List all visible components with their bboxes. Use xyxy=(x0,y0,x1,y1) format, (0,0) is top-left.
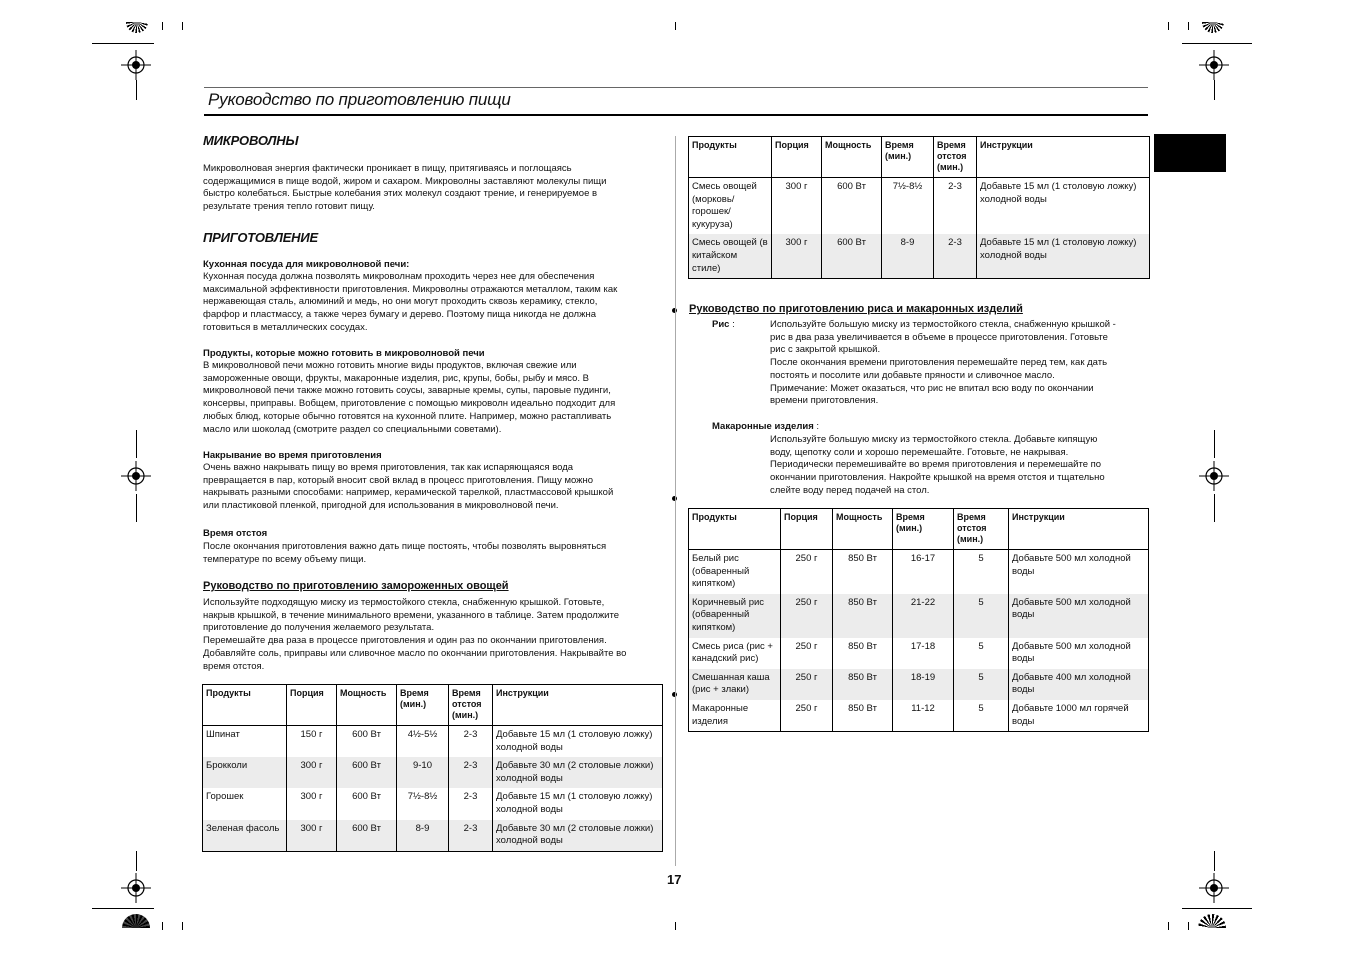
cell-time: 8-9 xyxy=(397,820,449,852)
col-header-portion: Порция xyxy=(772,137,822,178)
cell-standing: 5 xyxy=(954,638,1009,669)
crop-line xyxy=(136,80,137,100)
frozen-veg-title: Руководство по приготовлению замороженных овощей xyxy=(203,580,509,592)
header-top-rule xyxy=(204,87,1148,88)
cell-product: Коричневый рис (обваренный кипятком) xyxy=(689,594,781,638)
crop-tick xyxy=(1168,922,1169,930)
page-title: Руководство по приготовлению пищи xyxy=(208,90,511,109)
cell-product: Зеленая фасоль xyxy=(203,820,287,852)
pasta-label-text: Макаронные изделия xyxy=(712,421,814,432)
rice-label-text: Рис xyxy=(712,319,730,330)
foods-text: В микроволновой печи можно готовить многие виды продуктов, включая свежие или замороженные овощи, фрукты, макаронные изделия, рис, крупы, бобы, рыбу и мясо. В микроволновой печи также можно готовить соусы, заварные кремы, супы, паровые пудинги, консервы, приправы. Вобщем, приготовление с помощью микроволн идеально подходит для любых блюд, которые обычно готовятся на кухонной плите. Например, можно растапливать масло или шоколад (смотрите раздел со специальными советами). xyxy=(203,360,616,435)
cell-power: 600 Вт xyxy=(822,178,882,235)
registration-mark-icon xyxy=(121,50,151,80)
crop-tick xyxy=(162,922,163,930)
microwaves-text: Микроволновая энергия фактически проникает в пищу, притягиваясь и поглощаясь содержащимися в пище водой, жиром и сахаром. Микроволны заставляют молекулы пищи быстро колебаться. Быстрые колебания этих молекул создают трение, и генерируемое в результате трения тепло готовит пищу. xyxy=(203,163,607,213)
col-header-portion: Порция xyxy=(287,685,337,726)
table-row xyxy=(203,726,663,758)
cell-portion: 150 г xyxy=(287,726,337,758)
cell-portion: 300 г xyxy=(287,757,337,788)
page-number: 17 xyxy=(667,872,682,887)
crop-tick xyxy=(675,22,676,30)
cell-portion: 300 г xyxy=(772,234,822,278)
color-wheel-icon xyxy=(1202,22,1224,33)
standing-title: Время отстоя xyxy=(203,528,268,539)
cell-power: 600 Вт xyxy=(337,820,397,852)
cell-product: Шпинат xyxy=(203,726,287,758)
cell-product: Горошек xyxy=(203,788,287,819)
cell-power: 600 Вт xyxy=(337,726,397,758)
registration-mark-icon xyxy=(1199,873,1229,903)
table-row xyxy=(689,178,1150,235)
foods-title: Продукты, которые можно готовить в микроволновой печи xyxy=(203,348,485,359)
rice-label: Рис : xyxy=(712,319,735,330)
cell-standing: 2-3 xyxy=(934,178,977,235)
table-row xyxy=(203,757,663,788)
table-row xyxy=(203,788,663,819)
cell-time: 17-18 xyxy=(893,638,954,669)
cell-instructions: Добавьте 15 мл (1 столовую ложку) холодной воды xyxy=(977,178,1150,235)
registration-mark-icon xyxy=(121,873,151,903)
cell-time: 9-10 xyxy=(397,757,449,788)
cell-instructions: Добавьте 15 мл (1 столовую ложку) холодной воды xyxy=(493,788,663,819)
cell-instructions: Добавьте 30 мл (2 столовые ложки) холодной воды xyxy=(493,757,663,788)
cell-power: 850 Вт xyxy=(833,550,893,594)
crop-tick xyxy=(182,22,183,30)
section-tab xyxy=(1154,134,1226,172)
table-row xyxy=(689,234,1150,278)
cell-instructions: Добавьте 500 мл холодной воды xyxy=(1009,638,1149,669)
header-bottom-rule xyxy=(204,114,1148,116)
cell-power: 600 Вт xyxy=(337,757,397,788)
col-header-time: Время (мин.) xyxy=(882,137,934,178)
microwaves-heading: МИКРОВОЛНЫ xyxy=(203,133,299,148)
col-header-product: Продукты xyxy=(203,685,287,726)
rice-pasta-title: Руководство по приготовлению риса и макаронных изделий xyxy=(689,303,1023,315)
crop-line xyxy=(92,43,154,44)
table-row xyxy=(689,638,1149,669)
table-row xyxy=(689,669,1149,700)
color-wheel-icon xyxy=(1198,914,1226,928)
cell-product: Макаронные изделия xyxy=(689,700,781,732)
col-header-product: Продукты xyxy=(689,509,781,550)
col-header-standing: Время отстоя (мин.) xyxy=(449,685,493,726)
cell-time: 18-19 xyxy=(893,669,954,700)
cell-portion: 300 г xyxy=(772,178,822,235)
cell-time: 21-22 xyxy=(893,594,954,638)
frozen-veg-table xyxy=(202,684,663,852)
cell-portion: 250 г xyxy=(781,594,833,638)
cell-standing: 5 xyxy=(954,669,1009,700)
col-header-standing: Время отстоя (мин.) xyxy=(954,509,1009,550)
cell-portion: 300 г xyxy=(287,788,337,819)
crop-line xyxy=(136,430,137,458)
col-header-power: Мощность xyxy=(833,509,893,550)
col-header-time: Время (мин.) xyxy=(893,509,954,550)
crop-line xyxy=(1182,43,1252,44)
cell-time: 16-17 xyxy=(893,550,954,594)
column-divider xyxy=(675,136,676,866)
crop-line xyxy=(1214,851,1215,871)
cell-standing: 2-3 xyxy=(449,788,493,819)
col-header-instructions: Инструкции xyxy=(1009,509,1149,550)
col-header-power: Мощность xyxy=(337,685,397,726)
crop-tick xyxy=(1188,22,1189,30)
crop-line xyxy=(1214,494,1215,522)
cell-time: 7½-8½ xyxy=(882,178,934,235)
cell-portion: 250 г xyxy=(781,700,833,732)
crop-line xyxy=(92,908,154,909)
cell-power: 850 Вт xyxy=(833,638,893,669)
cell-product: Белый рис (обваренный кипятком) xyxy=(689,550,781,594)
cell-standing: 2-3 xyxy=(449,757,493,788)
crop-tick xyxy=(1168,22,1169,30)
cell-product: Смешанная каша (рис + злаки) xyxy=(689,669,781,700)
cell-standing: 5 xyxy=(954,594,1009,638)
col-header-power: Мощность xyxy=(822,137,882,178)
cell-portion: 250 г xyxy=(781,669,833,700)
registration-mark-icon xyxy=(1199,50,1229,80)
mixed-veg-table xyxy=(688,136,1150,279)
cell-time: 8-9 xyxy=(882,234,934,278)
cell-instructions: Добавьте 30 мл (2 столовые ложки) холодной воды xyxy=(493,820,663,852)
cell-instructions: Добавьте 15 мл (1 столовую ложку) холодной воды xyxy=(493,726,663,758)
table-row xyxy=(689,700,1149,732)
color-wheel-icon xyxy=(126,22,148,33)
cell-standing: 5 xyxy=(954,700,1009,732)
col-header-portion: Порция xyxy=(781,509,833,550)
cell-standing: 5 xyxy=(954,550,1009,594)
col-header-instructions: Инструкции xyxy=(977,137,1150,178)
registration-mark-icon xyxy=(121,461,151,491)
cell-portion: 250 г xyxy=(781,638,833,669)
cell-power: 850 Вт xyxy=(833,594,893,638)
crop-line xyxy=(136,494,137,522)
crop-tick xyxy=(675,922,676,930)
crop-tick xyxy=(1188,922,1189,930)
cell-standing: 2-3 xyxy=(934,234,977,278)
cell-standing: 2-3 xyxy=(449,726,493,758)
covering-text: Очень важно накрывать пищу во время приготовления, так как испаряющаяся вода превращается в пар, который вносит свой вклад в процесс приготовления. Пищу можно накрывать разными способами: например, керамической тарелкой, пластмассовой крышкой или пластиковой пленкой, пригодной для использования в микроволновой печи. xyxy=(203,462,614,512)
color-wheel-icon xyxy=(122,914,150,928)
pasta-text: Используйте большую миску из термостойкого стекла. Добавьте кипящую воду, щепотку соли и хорошо перемешайте. Готовьте, не накрывая. Периодически перемешивайте во время приготовления и перемешайте по окончании приготовления. Накройте крышкой на время отстоя и тщательно слейте воду перед подачей на стол. xyxy=(770,434,1105,496)
cell-instructions: Добавьте 1000 мл горячей воды xyxy=(1009,700,1149,732)
cell-power: 600 Вт xyxy=(337,788,397,819)
cookware-title: Кухонная посуда для микроволновой печи: xyxy=(203,259,410,270)
col-header-instructions: Инструкции xyxy=(493,685,663,726)
cookware-text: Кухонная посуда должна позволять микроволнам проходить через нее для обеспечения максимальной эффективности приготовления. Микроволны отражаются металлом, таким как нержавеющая сталь, алюминий и медь, но они могут проходить сквозь керамику, стекло, фарфор и пластмассу, а также через бумагу и дерево. Поэтому пища никогда не должна готовиться в металлических сосудах. xyxy=(203,271,618,333)
cell-standing: 2-3 xyxy=(449,820,493,852)
standing-text: После окончания приготовления важно дать пище постоять, чтобы позволять выровняться температуре по всему объему пищи. xyxy=(203,541,607,565)
col-header-product: Продукты xyxy=(689,137,772,178)
cooking-heading: ПРИГОТОВЛЕНИЕ xyxy=(203,230,318,245)
crop-tick xyxy=(182,922,183,930)
cell-portion: 250 г xyxy=(781,550,833,594)
crop-line xyxy=(1182,908,1252,909)
crop-line xyxy=(1214,430,1215,458)
frozen-veg-text: Используйте подходящую миску из термостойкого стекла, снабженную крышкой. Готовьте, накрыв крышкой, в течение минимального времени, указанного в таблице. Затем продолжите приготовление до получения желаемого результата. Перемешайте два раза в процессе приготовления и один раз по окончании приготовления. Добавляйте соль, приправы или сливочное масло по окончании приготовления. Накрывайте во время отстоя. xyxy=(203,597,627,672)
cell-product: Смесь овощей (морковь/ горошек/ кукуруза) xyxy=(689,178,772,235)
cell-product: Смесь овощей (в китайском стиле) xyxy=(689,234,772,278)
cell-instructions: Добавьте 400 мл холодной воды xyxy=(1009,669,1149,700)
crop-line xyxy=(1214,80,1215,100)
cell-power: 600 Вт xyxy=(822,234,882,278)
table-row xyxy=(689,550,1149,594)
registration-mark-icon xyxy=(1199,461,1229,491)
crop-line xyxy=(136,851,137,871)
cell-power: 850 Вт xyxy=(833,700,893,732)
crop-tick xyxy=(162,22,163,30)
cell-product: Смесь риса (рис + канадский рис) xyxy=(689,638,781,669)
col-header-time: Время (мин.) xyxy=(397,685,449,726)
covering-title: Накрывание во время приготовления xyxy=(203,450,382,461)
table-row xyxy=(689,594,1149,638)
cell-time: 11-12 xyxy=(893,700,954,732)
cell-portion: 300 г xyxy=(287,820,337,852)
cell-product: Брокколи xyxy=(203,757,287,788)
cell-instructions: Добавьте 15 мл (1 столовую ложку) холодной воды xyxy=(977,234,1150,278)
col-header-standing: Время отстоя (мин.) xyxy=(934,137,977,178)
cell-instructions: Добавьте 500 мл холодной воды xyxy=(1009,550,1149,594)
cell-power: 850 Вт xyxy=(833,669,893,700)
cell-time: 7½-8½ xyxy=(397,788,449,819)
rice-table xyxy=(688,508,1149,732)
cell-time: 4½-5½ xyxy=(397,726,449,758)
pasta-label: Макаронные изделия : xyxy=(712,421,820,432)
table-row xyxy=(203,820,663,852)
rice-text: Используйте большую миску из термостойкого стекла, снабженную крышкой - рис в два раза увеличивается в объеме в процессе приготовления. Готовьте рис с закрытой крышкой. После окончания времени приготовления перемешайте перед тем, как дать постоять и посолите или добавьте пряности и сливочное масло. Примечание: Может оказаться, что рис не впитал всю воду по окончании времени приготовления. xyxy=(770,319,1116,407)
cell-instructions: Добавьте 500 мл холодной воды xyxy=(1009,594,1149,638)
